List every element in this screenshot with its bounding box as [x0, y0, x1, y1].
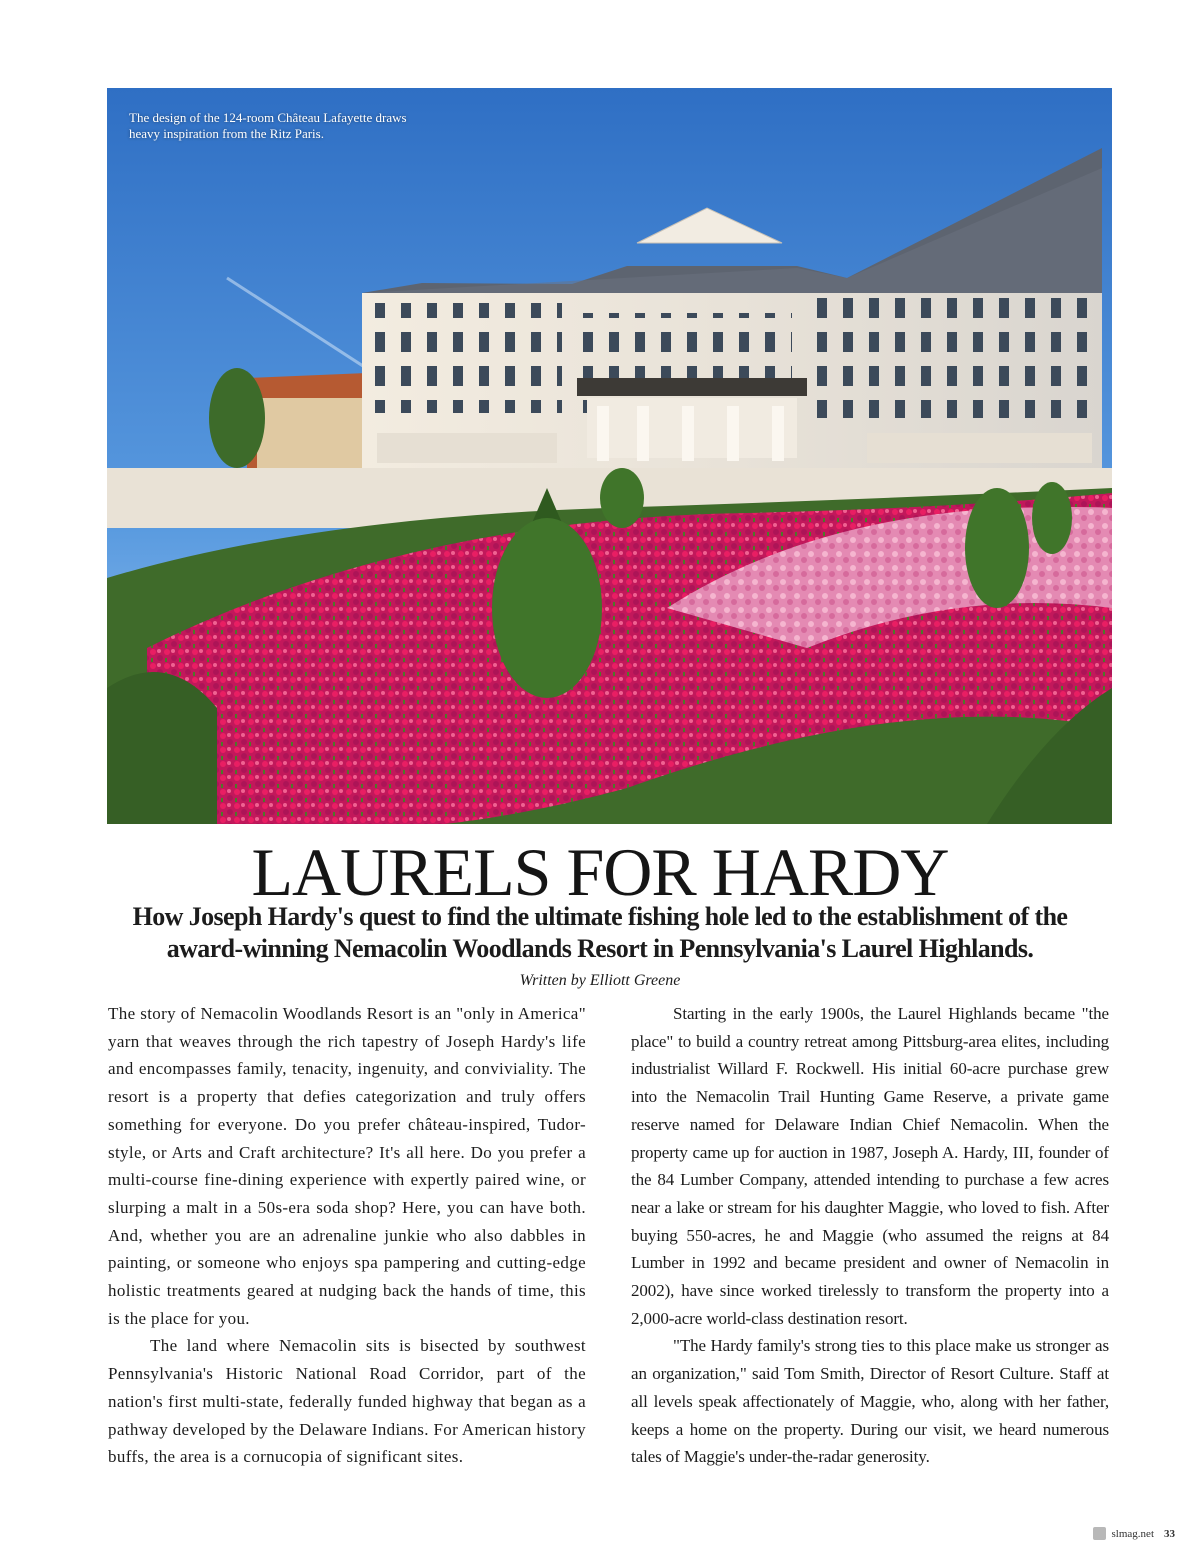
- article-byline: Written by Elliott Greene: [519, 972, 681, 989]
- hero-photo: [107, 88, 1112, 824]
- article-column-left: [108, 1000, 586, 1471]
- article-headline: LAURELS FOR HARDY: [251, 834, 949, 910]
- article-deck: How Joseph Hardy's quest to find the ultimate fishing hole led to the establishment of the award-winning Nemacolin Woodlands Resort in Pennsylvania's Laurel Highlands.: [132, 902, 1068, 963]
- article-paragraph: Starting in the early 1900s, the Laurel Highlands became "the place" to build a country retreat among Pittsburg-area elites, including industrialist Willard F. Rockwell. His initial 60-acre purchase grew into the Nemacolin Trail Hunting Game Reserve, a private game reserve named for Delaware Indian Chief Nemacolin. When the property came up for auction in 1987, Joseph A. Hardy, III, founder of the 84 Lumber Company, attended intending to purchase a few acres near a lake or stream for his daughter Maggie, who loved to fish. After buying 550-acres, he and Maggie (who assumed the reigns at 84 Lumber in 1992 and became president and owner of Nemacolin in 2002), have since worked tirelessly to transform the property into a 2,000-acre world-class destination resort.: [631, 1004, 1109, 1328]
- photo-caption: The design of the 124-room Château Lafayette draws heavy inspiration from the Ritz Paris.: [129, 110, 407, 141]
- article-paragraph: The story of Nemacolin Woodlands Resort is an "only in America" yarn that weaves through the rich tapestry of Joseph Hardy's life and encompasses family, tenacity, ingenuity, and conviviality. The resort is a property that defies categorization and truly offers something for everyone. Do you prefer château-inspired, Tudor-style, or Arts and Craft architecture? It's all here. Do you prefer a multi-course fine-dining experience with expertly paired wine, or slurping a malt in a 50s-era soda shop? Here, you can have both. And, whether you are an adrenaline junkie who also dabbles in painting, or someone who enjoys spa pampering and cutting-edge holistic treatments geared at nudging back the hands of time, this is the place for you.: [108, 1004, 586, 1328]
- page-footer: [1093, 1527, 1175, 1540]
- slmag-logo-icon: [1093, 1527, 1106, 1540]
- article-paragraph: "The Hardy family's strong ties to this place make us stronger as an organization," said Tom Smith, Director of Resort Culture. Staff at all levels speak affectionately of Maggie, who, along with her father, keeps a home on the property. During our visit, we heard numerous tales of Maggie's under-the-radar generosity.: [631, 1336, 1109, 1467]
- hero-photo-illustration: [107, 88, 1112, 824]
- site-name: slmag.net: [1111, 1527, 1154, 1540]
- page-number: 33: [1164, 1527, 1175, 1540]
- article-column-right: [631, 1000, 1109, 1471]
- article-paragraph: The land where Nemacolin sits is bisected by southwest Pennsylvania's Historic National Road Corridor, part of the nation's first multi-state, federally funded highway that began as a pathway developed by the Delaware Indians. For American history buffs, the area is a cornucopia of significant sites.: [108, 1336, 586, 1467]
